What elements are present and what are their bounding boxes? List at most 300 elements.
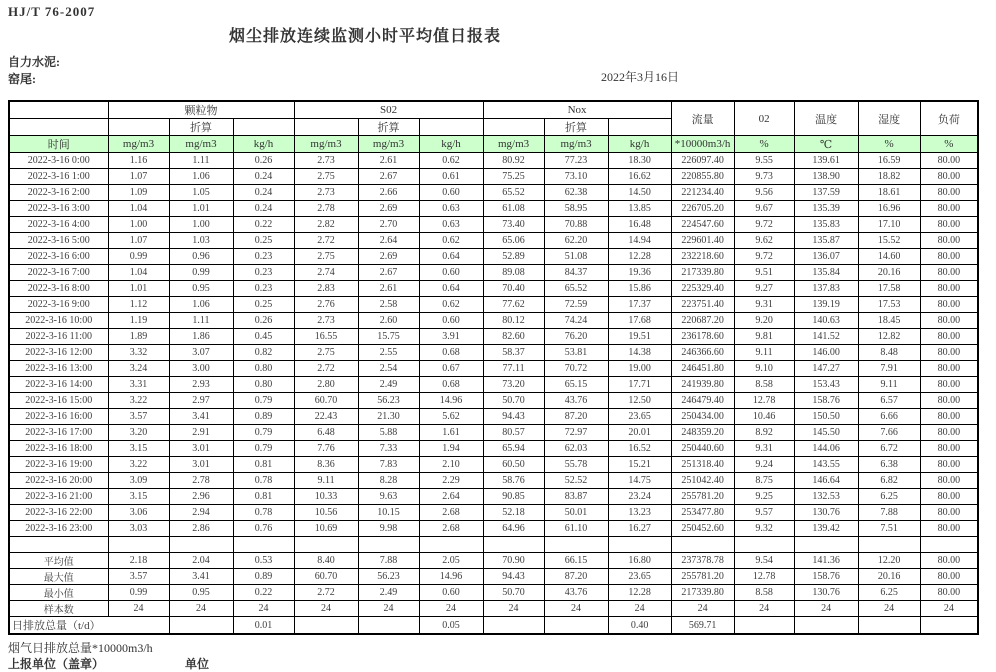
doc-code: HJ/T 76-2007	[8, 4, 96, 19]
value-cell: 1.04	[108, 201, 169, 217]
value-cell: 3.24	[108, 361, 169, 377]
time-cell: 2022-3-16 7:00	[9, 265, 108, 281]
time-cell: 2022-3-16 13:00	[9, 361, 108, 377]
value-cell: 50.70	[483, 585, 544, 601]
time-cell: 2022-3-16 19:00	[9, 457, 108, 473]
value-cell: 246366.60	[671, 345, 734, 361]
value-cell: 2.83	[294, 281, 358, 297]
value-cell: 80.00	[920, 377, 978, 393]
value-cell: 1.09	[108, 185, 169, 201]
value-cell: 224547.60	[671, 217, 734, 233]
value-cell: 250434.00	[671, 409, 734, 425]
value-cell: 65.15	[544, 377, 608, 393]
value-cell: 90.85	[483, 489, 544, 505]
table-row	[9, 329, 978, 345]
value-cell: 9.72	[734, 217, 794, 233]
value-cell: 62.03	[544, 441, 608, 457]
value-cell: 2.73	[294, 313, 358, 329]
value-cell: 1.11	[169, 313, 233, 329]
value-cell: 52.18	[483, 505, 544, 521]
value-cell: 80.57	[483, 425, 544, 441]
value-cell: 5.88	[358, 425, 419, 441]
value-cell: 5.62	[419, 409, 483, 425]
value-cell: 6.57	[858, 393, 920, 409]
value-cell: 7.66	[858, 425, 920, 441]
time-cell: 2022-3-16 3:00	[9, 201, 108, 217]
value-cell: 58.95	[544, 201, 608, 217]
value-cell: 9.81	[734, 329, 794, 345]
value-cell: 2.49	[358, 585, 419, 601]
value-cell: 0.80	[233, 361, 294, 377]
time-cell: 2022-3-16 9:00	[9, 297, 108, 313]
value-cell: 3.20	[108, 425, 169, 441]
value-cell: 3.03	[108, 521, 169, 537]
value-cell: 137.59	[794, 185, 858, 201]
value-cell: 2.61	[358, 281, 419, 297]
value-cell: 80.00	[920, 313, 978, 329]
value-cell: 16.55	[294, 329, 358, 345]
value-cell: 16.48	[608, 217, 671, 233]
table-row	[9, 217, 978, 233]
value-cell: 80.00	[920, 345, 978, 361]
value-cell: 9.27	[734, 281, 794, 297]
blank-cell	[419, 119, 483, 136]
value-cell: 24	[794, 601, 858, 617]
value-cell: 1.16	[108, 153, 169, 169]
value-cell: 52.52	[544, 473, 608, 489]
blank-cell	[294, 537, 358, 553]
value-cell: 229601.40	[671, 233, 734, 249]
reporting-unit-label: 上报单位（盖章）	[8, 657, 105, 671]
value-cell: 1.19	[108, 313, 169, 329]
unit-cell: mg/m3	[294, 136, 358, 153]
value-cell: 24	[734, 601, 794, 617]
value-cell: 9.56	[734, 185, 794, 201]
table-row	[9, 425, 978, 441]
value-cell: 139.42	[794, 521, 858, 537]
value-cell: 237378.78	[671, 553, 734, 569]
value-cell: 6.48	[294, 425, 358, 441]
time-cell: 2022-3-16 1:00	[9, 169, 108, 185]
value-cell: 0.53	[233, 553, 294, 569]
value-cell: 14.60	[858, 249, 920, 265]
value-cell: 2.05	[419, 553, 483, 569]
value-cell: 55.78	[544, 457, 608, 473]
value-cell: 9.24	[734, 457, 794, 473]
table-row	[9, 185, 978, 201]
value-cell	[544, 617, 608, 635]
report-table	[8, 100, 979, 635]
value-cell: 80.00	[920, 217, 978, 233]
value-cell: 84.37	[544, 265, 608, 281]
table-row	[9, 201, 978, 217]
table-row	[9, 249, 978, 265]
group-header-nox: Nox	[483, 101, 671, 119]
value-cell: 53.81	[544, 345, 608, 361]
value-cell: 76.20	[544, 329, 608, 345]
blank-cell	[169, 537, 233, 553]
value-cell: 0.25	[233, 297, 294, 313]
value-cell: 1.01	[108, 281, 169, 297]
header-row-units	[9, 136, 978, 153]
value-cell: 8.58	[734, 377, 794, 393]
value-cell: 16.62	[608, 169, 671, 185]
value-cell: 140.63	[794, 313, 858, 329]
value-cell: 2.72	[294, 233, 358, 249]
value-cell: 2.10	[419, 457, 483, 473]
value-cell: 9.31	[734, 441, 794, 457]
value-cell: 8.28	[358, 473, 419, 489]
value-cell: 18.82	[858, 169, 920, 185]
value-cell: 2.64	[358, 233, 419, 249]
value-cell: 9.31	[734, 297, 794, 313]
value-cell: 251042.40	[671, 473, 734, 489]
unit-cell: mg/m3	[483, 136, 544, 153]
value-cell	[294, 617, 358, 635]
value-cell: 0.99	[108, 249, 169, 265]
value-cell: 3.41	[169, 409, 233, 425]
value-cell: 1.06	[169, 169, 233, 185]
time-cell: 2022-3-16 0:00	[9, 153, 108, 169]
summary-label-cell: 最小值	[9, 585, 108, 601]
value-cell: 7.33	[358, 441, 419, 457]
header-row-groups	[9, 101, 978, 119]
value-cell: 7.76	[294, 441, 358, 457]
value-cell: 2.97	[169, 393, 233, 409]
value-cell: 0.89	[233, 569, 294, 585]
unit-cell: %	[920, 136, 978, 153]
value-cell: 0.99	[169, 265, 233, 281]
table-row	[9, 457, 978, 473]
value-cell: 24	[483, 601, 544, 617]
time-cell: 2022-3-16 17:00	[9, 425, 108, 441]
value-cell: 158.76	[794, 393, 858, 409]
value-cell: 2.78	[294, 201, 358, 217]
value-cell: 50.70	[483, 393, 544, 409]
value-cell: 130.76	[794, 585, 858, 601]
value-cell: 80.00	[920, 473, 978, 489]
value-cell: 80.00	[920, 169, 978, 185]
value-cell: 0.60	[419, 265, 483, 281]
value-cell: 65.06	[483, 233, 544, 249]
value-cell: 2.64	[419, 489, 483, 505]
value-cell: 1.07	[108, 233, 169, 249]
value-cell: 62.20	[544, 233, 608, 249]
value-cell: 2.69	[358, 201, 419, 217]
value-cell: 3.32	[108, 345, 169, 361]
value-cell: 0.95	[169, 281, 233, 297]
value-cell: 0.68	[419, 377, 483, 393]
value-cell: 14.96	[419, 569, 483, 585]
value-cell: 20.16	[858, 265, 920, 281]
value-cell: 255781.20	[671, 569, 734, 585]
value-cell: 80.00	[920, 201, 978, 217]
value-cell: 18.30	[608, 153, 671, 169]
value-cell: 94.43	[483, 409, 544, 425]
value-cell	[858, 617, 920, 635]
value-cell: 135.39	[794, 201, 858, 217]
value-cell	[169, 617, 233, 635]
value-cell: 80.00	[920, 297, 978, 313]
value-cell: 70.90	[483, 553, 544, 569]
value-cell: 8.48	[858, 345, 920, 361]
value-cell: 0.89	[233, 409, 294, 425]
value-cell: 2.75	[294, 249, 358, 265]
value-cell: 20.01	[608, 425, 671, 441]
corner-cell	[9, 119, 108, 136]
value-cell: 43.76	[544, 585, 608, 601]
value-cell: 60.70	[294, 569, 358, 585]
value-cell: 2.29	[419, 473, 483, 489]
value-cell: 94.43	[483, 569, 544, 585]
value-cell: 73.10	[544, 169, 608, 185]
value-cell: 80.00	[920, 329, 978, 345]
value-cell: 2.68	[419, 505, 483, 521]
table-row	[9, 393, 978, 409]
value-cell: 8.40	[294, 553, 358, 569]
value-cell: 0.26	[233, 153, 294, 169]
time-cell: 2022-3-16 8:00	[9, 281, 108, 297]
table-row	[9, 361, 978, 377]
table-row	[9, 441, 978, 457]
blank-cell	[734, 537, 794, 553]
value-cell: 17.68	[608, 313, 671, 329]
value-cell: 24	[108, 601, 169, 617]
summary-label-cell: 样本数	[9, 601, 108, 617]
value-cell: 2.67	[358, 265, 419, 281]
value-cell: 80.00	[920, 249, 978, 265]
value-cell: 77.11	[483, 361, 544, 377]
value-cell: 80.00	[920, 569, 978, 585]
value-cell: 72.59	[544, 297, 608, 313]
value-cell: 3.91	[419, 329, 483, 345]
value-cell: 2.70	[358, 217, 419, 233]
summary-row	[9, 585, 978, 601]
col-header-o2: 02	[734, 101, 794, 136]
group-header-so2: S02	[294, 101, 483, 119]
value-cell: 65.52	[483, 185, 544, 201]
value-cell: 62.38	[544, 185, 608, 201]
value-cell: 2.80	[294, 377, 358, 393]
value-cell: 82.60	[483, 329, 544, 345]
blank-cell	[608, 119, 671, 136]
value-cell: 241939.80	[671, 377, 734, 393]
value-cell: 10.56	[294, 505, 358, 521]
value-cell: 10.46	[734, 409, 794, 425]
value-cell: 7.91	[858, 361, 920, 377]
value-cell: 24	[233, 601, 294, 617]
value-cell: 80.00	[920, 505, 978, 521]
value-cell: 80.00	[920, 457, 978, 473]
time-cell: 2022-3-16 2:00	[9, 185, 108, 201]
table-row	[9, 505, 978, 521]
value-cell: 64.96	[483, 521, 544, 537]
value-cell: 0.22	[233, 217, 294, 233]
value-cell: 3.09	[108, 473, 169, 489]
value-cell: 135.84	[794, 265, 858, 281]
value-cell: 17.53	[858, 297, 920, 313]
value-cell: 0.60	[419, 585, 483, 601]
value-cell: 80.00	[920, 281, 978, 297]
value-cell: 0.62	[419, 297, 483, 313]
time-cell: 2022-3-16 5:00	[9, 233, 108, 249]
value-cell: 0.60	[419, 185, 483, 201]
value-cell: 12.28	[608, 249, 671, 265]
value-cell: 9.11	[294, 473, 358, 489]
value-cell: 143.55	[794, 457, 858, 473]
value-cell: 2.91	[169, 425, 233, 441]
value-cell: 0.67	[419, 361, 483, 377]
value-cell: 12.78	[734, 569, 794, 585]
value-cell: 253477.80	[671, 505, 734, 521]
value-cell: 1.12	[108, 297, 169, 313]
table-row	[9, 265, 978, 281]
value-cell: 139.61	[794, 153, 858, 169]
value-cell: 75.25	[483, 169, 544, 185]
value-cell: 0.23	[233, 265, 294, 281]
time-cell: 2022-3-16 20:00	[9, 473, 108, 489]
value-cell: 17.58	[858, 281, 920, 297]
sub-header-converted-particulate: 折算	[169, 119, 233, 136]
value-cell: 3.57	[108, 569, 169, 585]
value-cell: 19.51	[608, 329, 671, 345]
table-row	[9, 473, 978, 489]
daily-total-label: 日排放总量（t/d）	[9, 617, 169, 635]
blank-cell	[233, 119, 294, 136]
value-cell: 16.27	[608, 521, 671, 537]
value-cell: 58.76	[483, 473, 544, 489]
value-cell: 246479.40	[671, 393, 734, 409]
value-cell: 19.00	[608, 361, 671, 377]
value-cell: 3.57	[108, 409, 169, 425]
value-cell: 3.07	[169, 345, 233, 361]
value-cell: 77.62	[483, 297, 544, 313]
value-cell: 24	[358, 601, 419, 617]
value-cell: 6.82	[858, 473, 920, 489]
value-cell: 0.81	[233, 457, 294, 473]
value-cell: 61.10	[544, 521, 608, 537]
value-cell: 130.76	[794, 505, 858, 521]
value-cell: 248359.20	[671, 425, 734, 441]
value-cell: 0.76	[233, 521, 294, 537]
value-cell: 0.96	[169, 249, 233, 265]
value-cell: 1.03	[169, 233, 233, 249]
value-cell: 225329.40	[671, 281, 734, 297]
value-cell: 145.50	[794, 425, 858, 441]
value-cell: 65.94	[483, 441, 544, 457]
value-cell: 18.61	[858, 185, 920, 201]
value-cell: 2.72	[294, 585, 358, 601]
value-cell: 220855.80	[671, 169, 734, 185]
table-row	[9, 377, 978, 393]
unit-label: 单位	[185, 657, 210, 671]
blank-cell	[108, 119, 169, 136]
blank-cell	[358, 537, 419, 553]
value-cell: 6.72	[858, 441, 920, 457]
col-header-flow: 流量	[671, 101, 734, 136]
sub-header-converted-so2: 折算	[358, 119, 419, 136]
table-row	[9, 409, 978, 425]
value-cell: 3.22	[108, 457, 169, 473]
value-cell: 70.40	[483, 281, 544, 297]
value-cell: 1.06	[169, 297, 233, 313]
value-cell: 9.10	[734, 361, 794, 377]
value-cell: 136.07	[794, 249, 858, 265]
value-cell: 141.36	[794, 553, 858, 569]
value-cell: 217339.80	[671, 585, 734, 601]
value-cell: 135.87	[794, 233, 858, 249]
value-cell: 80.00	[920, 233, 978, 249]
value-cell: 24	[294, 601, 358, 617]
value-cell: 150.50	[794, 409, 858, 425]
value-cell: 0.60	[419, 313, 483, 329]
value-cell: 2.72	[294, 361, 358, 377]
daily-total-row	[9, 617, 978, 635]
value-cell: 2.86	[169, 521, 233, 537]
value-cell: 24	[858, 601, 920, 617]
value-cell: 158.76	[794, 569, 858, 585]
value-cell: 0.82	[233, 345, 294, 361]
blank-cell	[920, 537, 978, 553]
time-cell: 2022-3-16 14:00	[9, 377, 108, 393]
value-cell: 0.79	[233, 441, 294, 457]
value-cell: 80.12	[483, 313, 544, 329]
value-cell: 2.96	[169, 489, 233, 505]
value-cell: 16.80	[608, 553, 671, 569]
value-cell: 220687.20	[671, 313, 734, 329]
time-cell: 2022-3-16 18:00	[9, 441, 108, 457]
value-cell: 10.33	[294, 489, 358, 505]
value-cell: 2.49	[358, 377, 419, 393]
value-cell: 0.95	[169, 585, 233, 601]
value-cell	[794, 617, 858, 635]
value-cell: 2.66	[358, 185, 419, 201]
value-cell: 80.00	[920, 441, 978, 457]
value-cell: 8.36	[294, 457, 358, 473]
value-cell: 221234.40	[671, 185, 734, 201]
value-cell: 80.00	[920, 153, 978, 169]
company-label: 自力水泥:	[8, 55, 60, 69]
value-cell: 73.40	[483, 217, 544, 233]
station-label: 窑尾:	[8, 72, 36, 86]
value-cell: 0.99	[108, 585, 169, 601]
value-cell: 24	[419, 601, 483, 617]
value-cell: 0.61	[419, 169, 483, 185]
value-cell: 0.40	[608, 617, 671, 635]
value-cell: 569.71	[671, 617, 734, 635]
value-cell: 72.97	[544, 425, 608, 441]
value-cell: 80.00	[920, 553, 978, 569]
value-cell: 2.78	[169, 473, 233, 489]
time-cell: 2022-3-16 6:00	[9, 249, 108, 265]
value-cell: 10.15	[358, 505, 419, 521]
value-cell: 6.25	[858, 585, 920, 601]
blank-cell	[483, 119, 544, 136]
value-cell: 146.00	[794, 345, 858, 361]
time-header: 时间	[9, 136, 108, 153]
value-cell: 2.76	[294, 297, 358, 313]
value-cell: 18.45	[858, 313, 920, 329]
value-cell: 14.96	[419, 393, 483, 409]
value-cell: 2.73	[294, 153, 358, 169]
value-cell: 0.64	[419, 281, 483, 297]
value-cell: 22.43	[294, 409, 358, 425]
value-cell: 2.60	[358, 313, 419, 329]
value-cell: 9.98	[358, 521, 419, 537]
value-cell: 6.25	[858, 489, 920, 505]
value-cell: 3.06	[108, 505, 169, 521]
value-cell: 61.08	[483, 201, 544, 217]
